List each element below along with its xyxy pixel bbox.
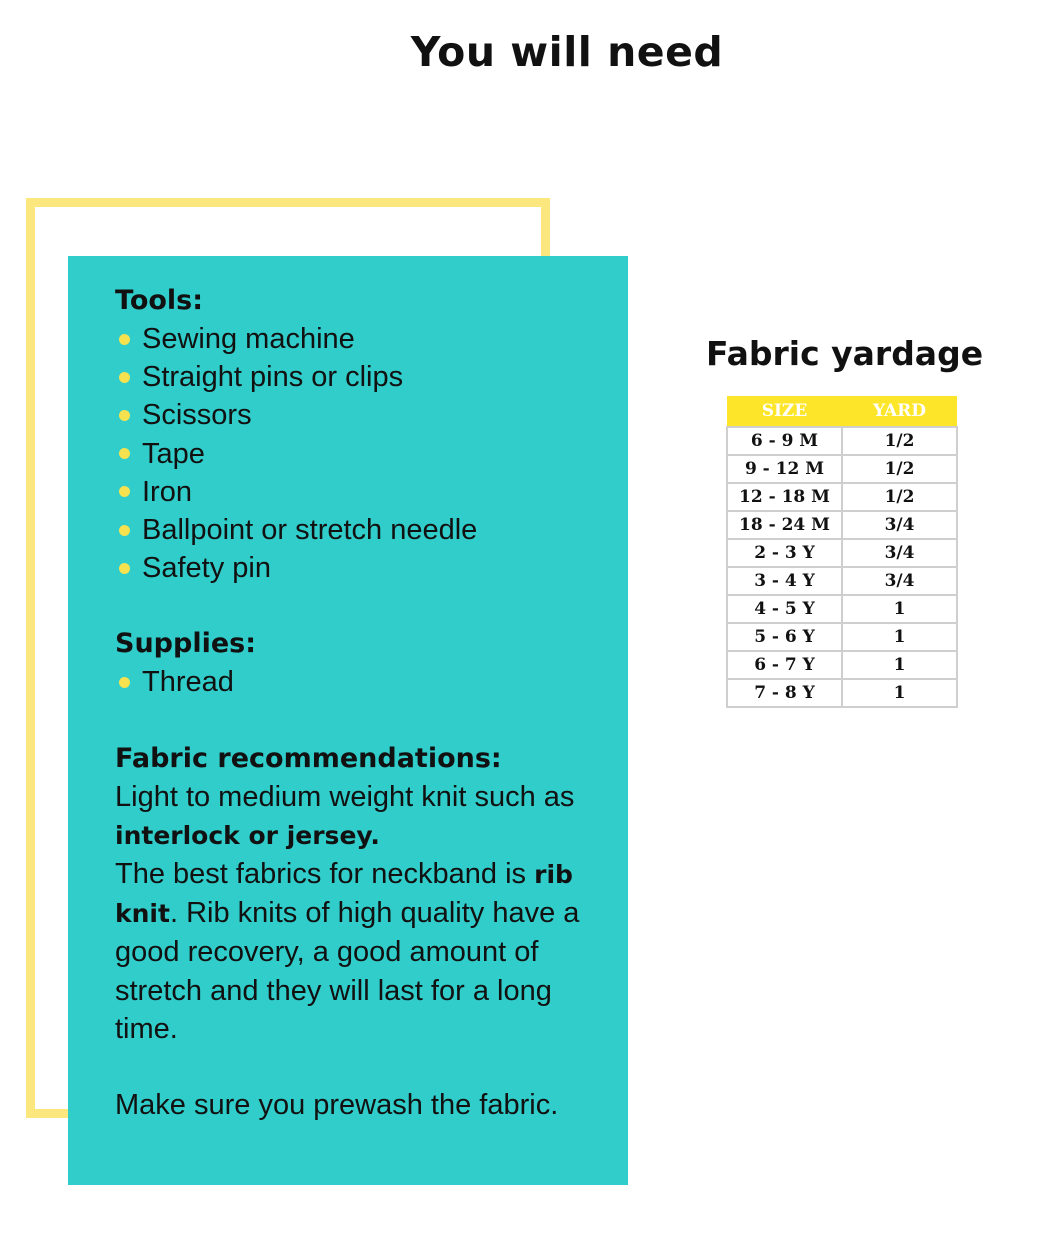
list-item-label: Scissors bbox=[142, 399, 252, 432]
bullet-icon bbox=[119, 563, 130, 574]
yardage-table bbox=[726, 396, 958, 708]
bullet-icon bbox=[119, 372, 130, 383]
table-row bbox=[727, 623, 957, 651]
tools-heading: Tools: bbox=[115, 285, 204, 316]
fabric-type-emphasis: interlock or jersey. bbox=[115, 820, 380, 850]
list-item-label: Iron bbox=[142, 475, 192, 508]
size-cell: 12 - 18 M bbox=[727, 483, 842, 511]
list-item-label: Tape bbox=[142, 437, 205, 470]
list-item bbox=[115, 320, 595, 358]
list-item-label: Safety pin bbox=[142, 552, 271, 585]
supplies-list bbox=[115, 663, 595, 701]
yard-cell: 1 bbox=[842, 651, 957, 679]
table-row bbox=[727, 679, 957, 707]
page-title: You will need bbox=[410, 28, 724, 76]
yard-cell: 1/2 bbox=[842, 455, 957, 483]
yard-cell: 1 bbox=[842, 595, 957, 623]
bullet-icon bbox=[119, 525, 130, 536]
list-item bbox=[115, 511, 595, 549]
supplies-heading: Supplies: bbox=[115, 628, 257, 660]
bullet-icon bbox=[119, 486, 130, 497]
fabric-heading: Fabric recommendations: bbox=[115, 742, 502, 774]
table-header-row bbox=[727, 396, 957, 427]
list-item bbox=[115, 473, 595, 511]
yard-cell: 1 bbox=[842, 623, 957, 651]
list-item bbox=[115, 358, 595, 396]
yardage-title: Fabric yardage bbox=[706, 334, 984, 373]
fabric-weight-paragraph: Light to medium weight knit such as interlock or jersey. bbox=[115, 780, 575, 850]
column-header-size: SIZE bbox=[727, 396, 842, 427]
size-cell: 5 - 6 Y bbox=[727, 623, 842, 651]
table-row bbox=[727, 539, 957, 567]
table-row bbox=[727, 483, 957, 511]
list-item bbox=[115, 549, 595, 587]
yard-cell: 1/2 bbox=[842, 427, 957, 455]
table-row bbox=[727, 455, 957, 483]
table-row bbox=[727, 595, 957, 623]
list-item-label: Straight pins or clips bbox=[142, 361, 404, 394]
yard-cell: 3/4 bbox=[842, 567, 957, 595]
table-row bbox=[727, 651, 957, 679]
yard-cell: 1 bbox=[842, 679, 957, 707]
size-cell: 4 - 5 Y bbox=[727, 595, 842, 623]
bullet-icon bbox=[119, 410, 130, 421]
table-row bbox=[727, 511, 957, 539]
list-item bbox=[115, 435, 595, 473]
size-cell: 3 - 4 Y bbox=[727, 567, 842, 595]
size-cell: 6 - 9 M bbox=[727, 427, 842, 455]
bullet-icon bbox=[119, 448, 130, 459]
requirements-card bbox=[68, 256, 628, 1185]
table-row bbox=[727, 567, 957, 595]
size-cell: 2 - 3 Y bbox=[727, 539, 842, 567]
list-item bbox=[115, 663, 595, 701]
table-row bbox=[727, 427, 957, 455]
card-content bbox=[115, 282, 595, 1124]
size-cell: 18 - 24 M bbox=[727, 511, 842, 539]
neckband-paragraph: The best fabrics for neckband is rib knit. Rib knits of high quality have a good recovery, a good amount of stretch and they will last for a long time. bbox=[115, 858, 580, 1045]
yard-cell: 3/4 bbox=[842, 511, 957, 539]
bullet-icon bbox=[119, 334, 130, 345]
tools-list bbox=[115, 320, 595, 587]
yard-cell: 1/2 bbox=[842, 483, 957, 511]
list-item-label: Thread bbox=[142, 666, 234, 699]
rib-knit-emphasis: rib knit bbox=[115, 860, 573, 929]
size-cell: 7 - 8 Y bbox=[727, 679, 842, 707]
list-item-label: Sewing machine bbox=[142, 323, 355, 355]
prewash-note: Make sure you prewash the fabric. bbox=[115, 1089, 559, 1122]
list-item bbox=[115, 396, 595, 434]
list-item-label: Ballpoint or stretch needle bbox=[142, 514, 478, 547]
size-cell: 9 - 12 M bbox=[727, 455, 842, 483]
size-cell: 6 - 7 Y bbox=[727, 651, 842, 679]
yard-cell: 3/4 bbox=[842, 539, 957, 567]
column-header-yard: YARD bbox=[842, 396, 957, 427]
bullet-icon bbox=[119, 677, 130, 688]
